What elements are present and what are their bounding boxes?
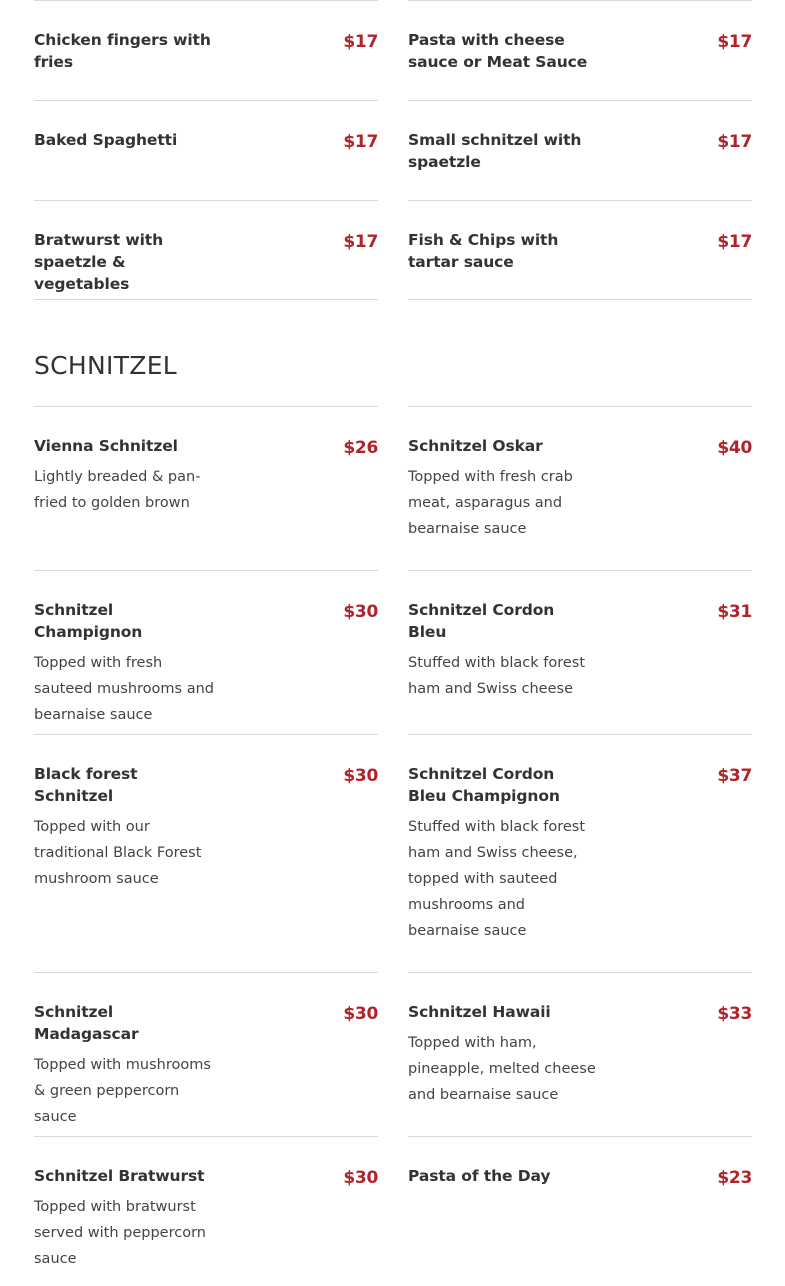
menu-item-price: $30	[343, 1168, 378, 1188]
menu-item-description: Topped with fresh sauteed mushrooms and bearnaise sauce	[34, 655, 214, 723]
menu-item-price: $26	[343, 438, 378, 458]
menu-item-price: $23	[717, 1168, 752, 1188]
menu-item-price: $33	[717, 1004, 752, 1024]
menu-item-description: Topped with mushrooms & green peppercorn sauce	[34, 1057, 211, 1125]
menu-item	[34, 570, 378, 734]
menu-item-price: $30	[343, 1004, 378, 1024]
menu-item	[34, 0, 378, 100]
menu-item	[34, 734, 378, 972]
menu-item	[408, 100, 752, 200]
menu-item	[408, 734, 752, 972]
menu-item-price: $17	[343, 232, 378, 252]
menu-item-price: $30	[343, 766, 378, 786]
menu-item-description: Stuffed with black forest ham and Swiss cheese, topped with sauteed mushrooms and bearnaise sauce	[408, 819, 586, 939]
menu-item-price: $17	[717, 132, 752, 152]
menu-item-name: Chicken fingers with fries	[34, 31, 211, 71]
menu-item-name: Schnitzel Madagascar	[34, 1003, 139, 1043]
menu-item-price: $17	[343, 32, 378, 52]
menu-item-description: Topped with ham, pineapple, melted cheese and bearnaise sauce	[408, 1035, 596, 1103]
menu-item-description: Topped with bratwurst served with peppercorn sauce	[34, 1199, 206, 1267]
menu-item	[408, 972, 752, 1136]
menu-item	[408, 1136, 752, 1286]
menu-item	[408, 406, 752, 570]
menu-item-name: Schnitzel Hawaii	[408, 1003, 551, 1021]
menu-item-name: Baked Spaghetti	[34, 131, 178, 149]
menu-item	[34, 972, 378, 1136]
menu-item-price: $40	[717, 438, 752, 458]
menu-item	[34, 200, 378, 300]
menu-item-name: Black forest Schnitzel	[34, 765, 138, 805]
menu-item-price: $37	[717, 766, 752, 786]
menu-item-name: Schnitzel Champignon	[34, 601, 143, 641]
menu-item	[34, 1136, 378, 1286]
menu-item	[408, 570, 752, 734]
menu-item	[408, 200, 752, 300]
menu-item	[408, 0, 752, 100]
menu-item-description: Topped with fresh crab meat, asparagus and bearnaise sauce	[408, 469, 573, 537]
menu-item-price: $31	[717, 602, 752, 622]
menu-item-name: Small schnitzel with spaetzle	[408, 131, 582, 171]
menu-item-description: Topped with our traditional Black Forest mushroom sauce	[34, 819, 202, 887]
menu-item-name: Schnitzel Oskar	[408, 437, 543, 455]
schnitzel-menu-grid	[34, 406, 752, 1286]
menu-item-name: Pasta with cheese sauce or Meat Sauce	[408, 31, 588, 71]
menu-item-name: Vienna Schnitzel	[34, 437, 178, 455]
menu-item-name: Bratwurst with spaetzle & vegetables	[34, 231, 164, 293]
menu-item-name: Pasta of the Day	[408, 1167, 551, 1185]
menu-item	[34, 100, 378, 200]
menu-item-name: Schnitzel Cordon Bleu	[408, 601, 555, 641]
menu-item-description: Lightly breaded & pan-fried to golden brown	[34, 469, 201, 511]
menu-item-name: Schnitzel Cordon Bleu Champignon	[408, 765, 560, 805]
menu-item-price: $30	[343, 602, 378, 622]
menu-item-price: $17	[343, 132, 378, 152]
kids-menu-grid	[34, 0, 752, 300]
menu-item-name: Schnitzel Bratwurst	[34, 1167, 205, 1185]
menu-container	[34, 0, 752, 1286]
menu-item-price: $17	[717, 232, 752, 252]
section-title: SCHNITZEL	[34, 351, 178, 380]
menu-item-description: Stuffed with black forest ham and Swiss cheese	[408, 655, 586, 697]
menu-item	[34, 406, 378, 570]
menu-item-name: Fish & Chips with tartar sauce	[408, 231, 559, 271]
menu-item-price: $17	[717, 32, 752, 52]
